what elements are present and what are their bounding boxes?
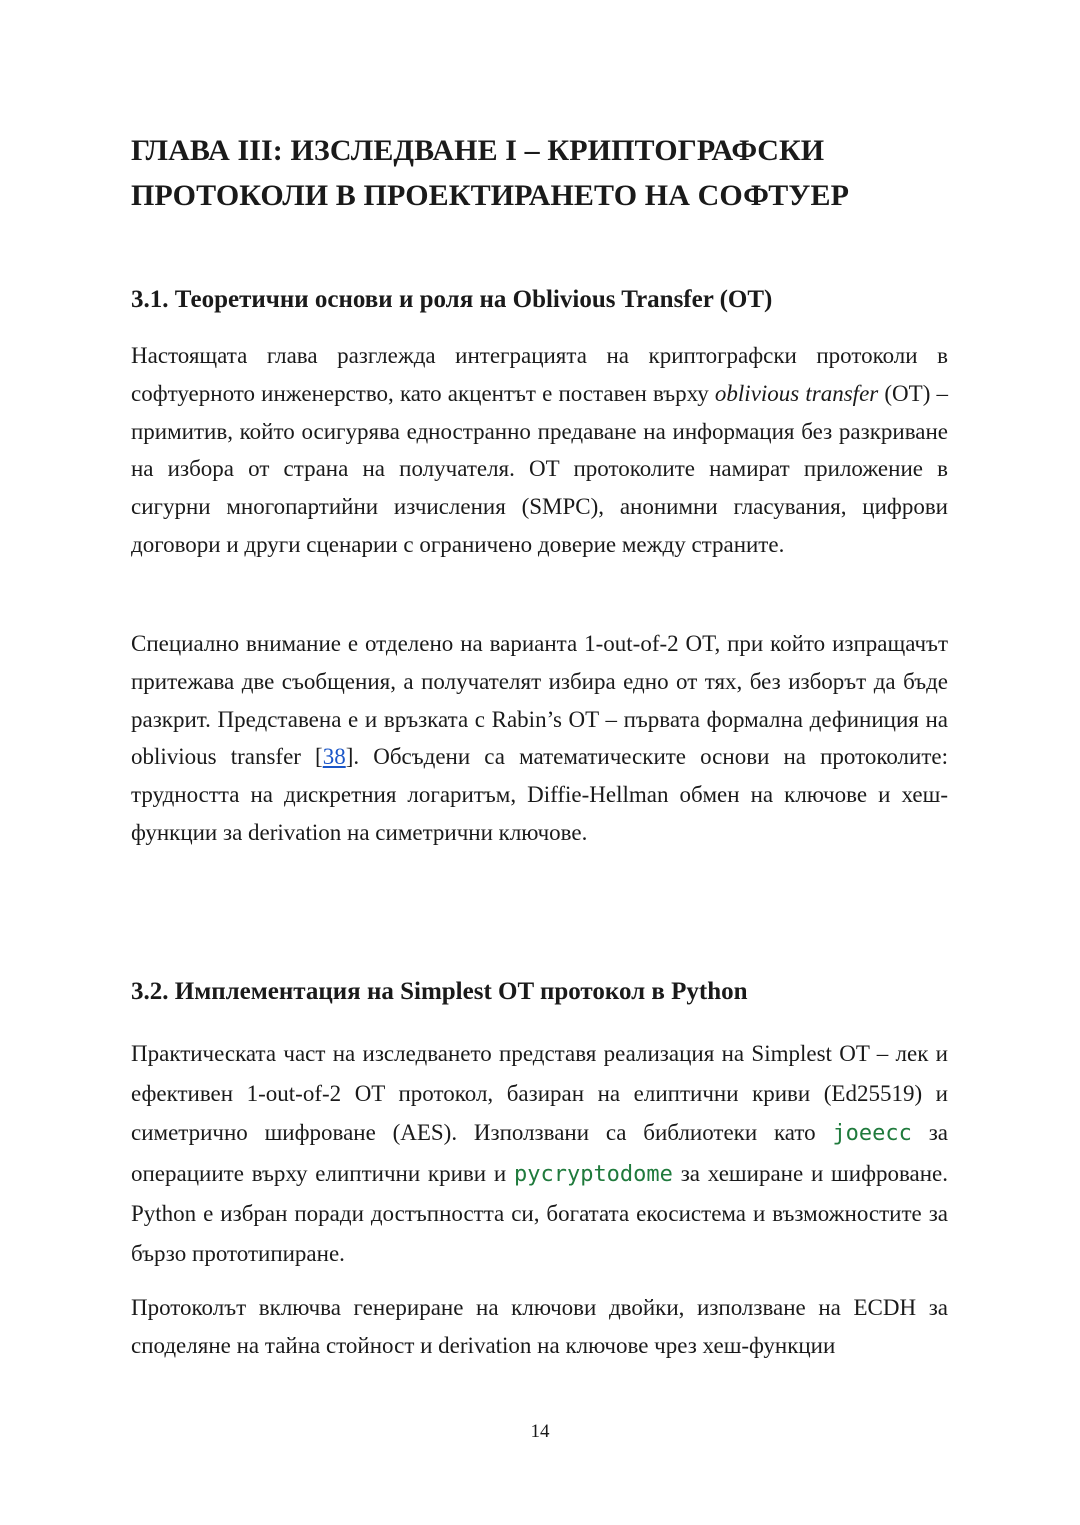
code-library-name: joeecc [832, 1121, 912, 1146]
reference-link[interactable]: 38 [322, 744, 346, 770]
paragraph-text: (OT) – примитив, който осигурява едностранно предаване на информация без разкриване на избора от страна на получателя. OT протоколите намират приложение в сигурни многопартийни изчисления (SMPC), анонимни гласувания, цифрови договори и други сценарии с ограничено доверие между страните. [131, 380, 948, 557]
section-3-1-heading: 3.1. Теоретични основи и роля на Oblivious Transfer (OT) [131, 286, 773, 313]
code-library-name: pycryptodome [513, 1161, 673, 1187]
paragraph-text: за хеширане и шифроване. Python е избран поради достъпността си, богатата екосистема и възможностите за бързо прототипиране. [131, 1160, 949, 1266]
section-3-1-paragraph-1 [131, 337, 948, 564]
chapter-title-line-2: ПРОТОКОЛИ В ПРОЕКТИРАНЕТО НА СОФТУЕР [131, 179, 850, 212]
section-3-2-paragraph-1 [131, 1034, 948, 1273]
paragraph-text: ]. Обсъдени са математическите основи на протоколите: трудността на дискретния логаритъм, Diffie-Hellman обмен на ключове и хеш-функции за derivation на симетрични ключове. [131, 744, 948, 845]
paragraph-text: Практическата част на изследването представя реализация на Simplest OT – лек и ефективен 1-out-of-2 OT протокол, базиран на елиптични криви (Ed25519) и симетрично шифроване (AES). Използвани са библиотеки като [131, 1041, 948, 1145]
paragraph-text: Специално внимание е отделено на варианта 1-out-of-2 OT, при който изпращачът притежава две съобщения, а получателят избира едно от тях, без изборът да бъде разкрит. Представена е и връзката с Rabin’s OT – първата формална дефиниция на oblivious transfer [ [131, 631, 948, 770]
chapter-title [131, 128, 948, 218]
chapter-title-line-1: ГЛАВА III: ИЗСЛЕДВАНЕ I – КРИПТОГРАФСКИ [131, 134, 825, 167]
section-3-2-heading: 3.2. Имплементация на Simplest OT протокол в Python [131, 978, 748, 1005]
paragraph-text: Настоящата глава разглежда интеграцията на криптографски протоколи в софтуерното инженерство, като акцентът е поставен върху [131, 343, 948, 406]
section-3-1-paragraph-2 [131, 625, 948, 852]
italic-term: oblivious transfer [714, 380, 879, 406]
page-number: 14 [530, 1421, 550, 1442]
paragraph-text: за операциите върху елиптични криви и [131, 1120, 949, 1186]
section-3-2-paragraph-2: Протоколът включва генериране на ключови двойки, използване на ECDH за споделяне на тайна стойност и derivation на ключове чрез хеш-функции [131, 1295, 948, 1358]
